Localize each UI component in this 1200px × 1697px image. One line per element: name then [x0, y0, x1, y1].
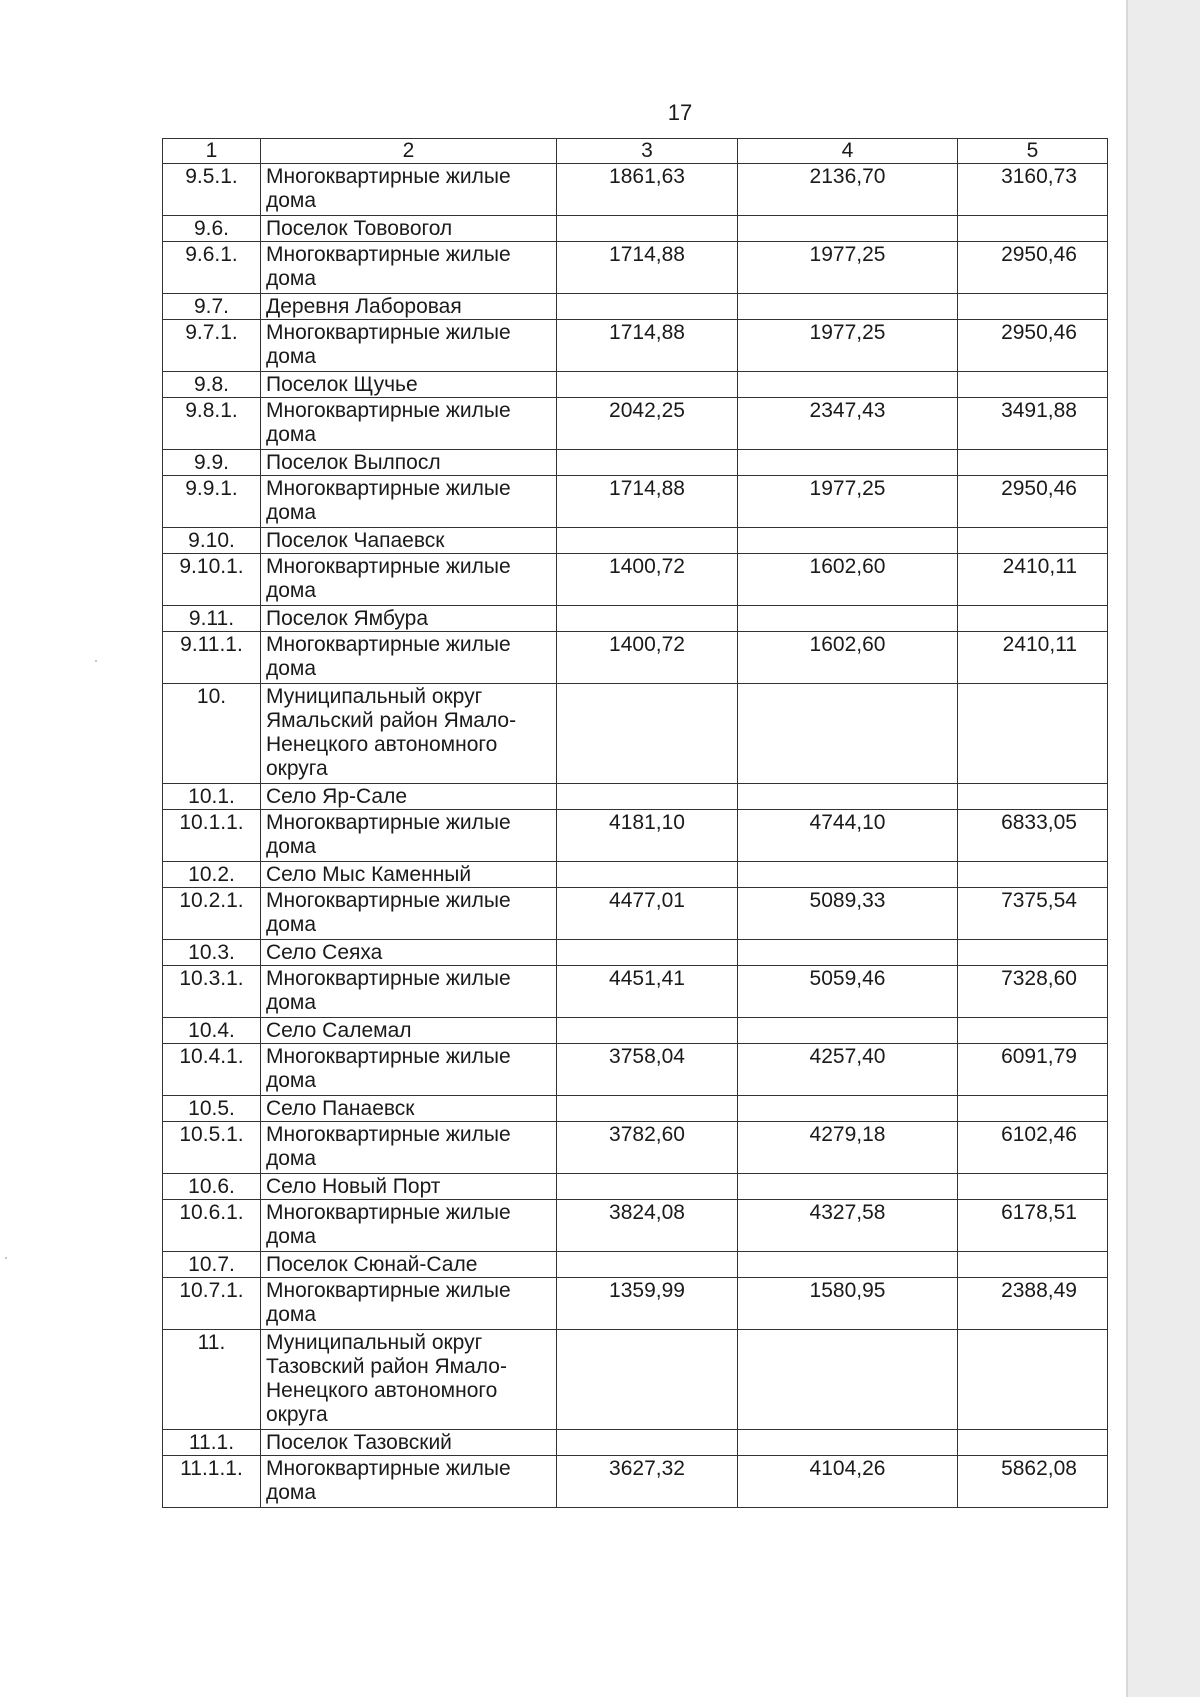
row-value-col3-cell: 1714,88	[557, 242, 738, 294]
row-value-col3-cell	[557, 940, 738, 966]
row-number-cell: 9.5.1.	[163, 164, 261, 216]
row-value-col5-cell: 2388,49	[958, 1278, 1108, 1330]
column-header-1: 1	[163, 139, 261, 164]
row-value-col3-cell	[557, 1018, 738, 1044]
row-number-cell: 10.6.1.	[163, 1200, 261, 1252]
row-number-cell: 10.	[163, 684, 261, 784]
row-name-cell: Поселок Тововогол	[261, 216, 557, 242]
row-value-col4-cell: 4257,40	[738, 1044, 958, 1096]
row-number-cell: 9.10.	[163, 528, 261, 554]
row-value-col4-cell: 5089,33	[738, 888, 958, 940]
row-value-col5-cell	[958, 528, 1108, 554]
table-row	[163, 554, 1108, 606]
table-row	[163, 320, 1108, 372]
row-value-col4-cell: 1977,25	[738, 476, 958, 528]
row-name-cell: Поселок Сюнай-Сале	[261, 1252, 557, 1278]
row-value-col3-cell: 3627,32	[557, 1456, 738, 1508]
column-header-4: 4	[738, 139, 958, 164]
row-name-cell: Деревня Лаборовая	[261, 294, 557, 320]
row-value-col4-cell	[738, 862, 958, 888]
row-number-cell: 9.6.1.	[163, 242, 261, 294]
row-value-col3-cell: 3758,04	[557, 1044, 738, 1096]
row-value-col5-cell: 2950,46	[958, 320, 1108, 372]
row-number-cell: 10.4.1.	[163, 1044, 261, 1096]
scan-speck	[95, 660, 97, 662]
row-value-col3-cell: 4181,10	[557, 810, 738, 862]
row-value-col4-cell: 2347,43	[738, 398, 958, 450]
row-value-col4-cell: 4104,26	[738, 1456, 958, 1508]
row-name-cell: Многоквартирные жилые дома	[261, 398, 557, 450]
row-name-cell: Поселок Ямбура	[261, 606, 557, 632]
row-number-cell: 9.11.	[163, 606, 261, 632]
row-name-cell: Многоквартирные жилые дома	[261, 554, 557, 606]
row-value-col4-cell	[738, 294, 958, 320]
row-number-cell: 11.1.1.	[163, 1456, 261, 1508]
row-name-cell: Многоквартирные жилые дома	[261, 320, 557, 372]
row-value-col3-cell	[557, 294, 738, 320]
row-value-col5-cell: 6178,51	[958, 1200, 1108, 1252]
row-value-col5-cell	[958, 1018, 1108, 1044]
row-value-col4-cell	[738, 1252, 958, 1278]
row-value-col4-cell	[738, 1330, 958, 1430]
row-name-cell: Село Мыс Каменный	[261, 862, 557, 888]
row-value-col3-cell	[557, 784, 738, 810]
row-value-col4-cell: 1977,25	[738, 242, 958, 294]
row-value-col4-cell: 4744,10	[738, 810, 958, 862]
row-number-cell: 9.8.	[163, 372, 261, 398]
row-value-col5-cell: 6833,05	[958, 810, 1108, 862]
row-number-cell: 10.5.1.	[163, 1122, 261, 1174]
row-name-cell: Муниципальный округ Ямальский район Ямало-Ненецкого автономного округа	[261, 684, 557, 784]
row-value-col3-cell: 4477,01	[557, 888, 738, 940]
row-value-col3-cell: 1359,99	[557, 1278, 738, 1330]
scan-speck	[5, 1257, 7, 1259]
table-header-row	[163, 139, 1108, 164]
row-value-col5-cell: 6102,46	[958, 1122, 1108, 1174]
row-value-col4-cell	[738, 1096, 958, 1122]
row-value-col3-cell	[557, 1252, 738, 1278]
row-value-col3-cell	[557, 450, 738, 476]
table-row	[163, 862, 1108, 888]
row-value-col4-cell: 1977,25	[738, 320, 958, 372]
row-value-col5-cell	[958, 940, 1108, 966]
row-number-cell: 9.7.	[163, 294, 261, 320]
row-value-col4-cell	[738, 1018, 958, 1044]
row-number-cell: 10.1.	[163, 784, 261, 810]
row-value-col5-cell: 2950,46	[958, 476, 1108, 528]
row-name-cell: Село Яр-Сале	[261, 784, 557, 810]
row-number-cell: 9.10.1.	[163, 554, 261, 606]
row-value-col4-cell	[738, 606, 958, 632]
row-value-col4-cell	[738, 1174, 958, 1200]
row-name-cell: Муниципальный округ Тазовский район Ямало-Ненецкого автономного округа	[261, 1330, 557, 1430]
row-value-col4-cell: 1602,60	[738, 554, 958, 606]
row-value-col5-cell	[958, 1252, 1108, 1278]
table-row	[163, 372, 1108, 398]
row-value-col5-cell	[958, 372, 1108, 398]
row-value-col5-cell: 3491,88	[958, 398, 1108, 450]
row-name-cell: Многоквартирные жилые дома	[261, 1278, 557, 1330]
row-name-cell: Село Новый Порт	[261, 1174, 557, 1200]
row-name-cell: Многоквартирные жилые дома	[261, 476, 557, 528]
row-name-cell: Поселок Чапаевск	[261, 528, 557, 554]
table-row	[163, 1174, 1108, 1200]
row-value-col4-cell: 5059,46	[738, 966, 958, 1018]
row-value-col3-cell	[557, 528, 738, 554]
table-row	[163, 606, 1108, 632]
column-header-3: 3	[557, 139, 738, 164]
row-number-cell: 10.7.1.	[163, 1278, 261, 1330]
row-value-col5-cell	[958, 606, 1108, 632]
row-value-col5-cell	[958, 450, 1108, 476]
row-name-cell: Многоквартирные жилые дома	[261, 1044, 557, 1096]
table-row	[163, 1278, 1108, 1330]
row-value-col5-cell: 6091,79	[958, 1044, 1108, 1096]
row-name-cell: Поселок Вылпосл	[261, 450, 557, 476]
scan-edge-margin	[1128, 0, 1200, 1697]
row-value-col3-cell	[557, 606, 738, 632]
row-number-cell: 9.7.1.	[163, 320, 261, 372]
row-value-col3-cell: 3824,08	[557, 1200, 738, 1252]
row-value-col5-cell: 2410,11	[958, 554, 1108, 606]
row-value-col4-cell	[738, 784, 958, 810]
row-value-col5-cell: 2410,11	[958, 632, 1108, 684]
row-name-cell: Село Панаевск	[261, 1096, 557, 1122]
row-value-col3-cell	[557, 1096, 738, 1122]
row-name-cell: Многоквартирные жилые дома	[261, 1456, 557, 1508]
row-value-col5-cell	[958, 294, 1108, 320]
row-value-col4-cell: 2136,70	[738, 164, 958, 216]
row-name-cell: Многоквартирные жилые дома	[261, 164, 557, 216]
row-number-cell: 10.3.1.	[163, 966, 261, 1018]
table-row	[163, 1122, 1108, 1174]
table-container	[162, 138, 1107, 1508]
row-number-cell: 10.6.	[163, 1174, 261, 1200]
table-row	[163, 1018, 1108, 1044]
row-value-col3-cell: 2042,25	[557, 398, 738, 450]
row-number-cell: 10.5.	[163, 1096, 261, 1122]
row-value-col3-cell	[557, 684, 738, 784]
table-row	[163, 1044, 1108, 1096]
row-value-col5-cell	[958, 1174, 1108, 1200]
row-number-cell: 11.1.	[163, 1430, 261, 1456]
row-number-cell: 9.9.	[163, 450, 261, 476]
table-row	[163, 1252, 1108, 1278]
table-row	[163, 164, 1108, 216]
row-value-col3-cell: 4451,41	[557, 966, 738, 1018]
table-row	[163, 966, 1108, 1018]
row-value-col3-cell	[557, 1330, 738, 1430]
table-row	[163, 1330, 1108, 1430]
row-name-cell: Село Салемал	[261, 1018, 557, 1044]
row-value-col4-cell	[738, 684, 958, 784]
row-number-cell: 10.7.	[163, 1252, 261, 1278]
row-value-col3-cell: 1400,72	[557, 554, 738, 606]
row-value-col4-cell: 4327,58	[738, 1200, 958, 1252]
row-value-col3-cell	[557, 862, 738, 888]
column-header-2: 2	[261, 139, 557, 164]
row-value-col4-cell	[738, 372, 958, 398]
row-number-cell: 9.6.	[163, 216, 261, 242]
row-value-col4-cell: 4279,18	[738, 1122, 958, 1174]
row-number-cell: 9.11.1.	[163, 632, 261, 684]
table-row	[163, 632, 1108, 684]
row-value-col3-cell	[557, 372, 738, 398]
row-value-col3-cell: 1714,88	[557, 476, 738, 528]
table-row	[163, 888, 1108, 940]
row-value-col5-cell	[958, 1096, 1108, 1122]
row-name-cell: Поселок Щучье	[261, 372, 557, 398]
table-row	[163, 1456, 1108, 1508]
row-number-cell: 11.	[163, 1330, 261, 1430]
row-value-col4-cell: 1602,60	[738, 632, 958, 684]
row-value-col5-cell: 7375,54	[958, 888, 1108, 940]
row-value-col3-cell: 1861,63	[557, 164, 738, 216]
row-name-cell: Многоквартирные жилые дома	[261, 242, 557, 294]
row-value-col5-cell: 2950,46	[958, 242, 1108, 294]
row-number-cell: 10.1.1.	[163, 810, 261, 862]
table-row	[163, 784, 1108, 810]
row-name-cell: Многоквартирные жилые дома	[261, 632, 557, 684]
row-value-col3-cell	[557, 216, 738, 242]
row-number-cell: 10.2.1.	[163, 888, 261, 940]
row-value-col4-cell	[738, 940, 958, 966]
row-value-col5-cell: 7328,60	[958, 966, 1108, 1018]
row-value-col3-cell: 3782,60	[557, 1122, 738, 1174]
table-row	[163, 528, 1108, 554]
row-number-cell: 9.9.1.	[163, 476, 261, 528]
table-row	[163, 294, 1108, 320]
table-row	[163, 242, 1108, 294]
row-value-col4-cell	[738, 450, 958, 476]
row-value-col4-cell	[738, 216, 958, 242]
table-row	[163, 940, 1108, 966]
row-value-col5-cell: 3160,73	[958, 164, 1108, 216]
data-table	[162, 138, 1108, 1508]
table-row	[163, 1430, 1108, 1456]
row-value-col4-cell	[738, 1430, 958, 1456]
table-row	[163, 476, 1108, 528]
row-number-cell: 10.2.	[163, 862, 261, 888]
row-value-col4-cell	[738, 528, 958, 554]
row-number-cell: 10.4.	[163, 1018, 261, 1044]
column-header-5: 5	[958, 139, 1108, 164]
row-name-cell: Поселок Тазовский	[261, 1430, 557, 1456]
row-name-cell: Многоквартирные жилые дома	[261, 810, 557, 862]
row-number-cell: 10.3.	[163, 940, 261, 966]
row-value-col3-cell	[557, 1174, 738, 1200]
table-row	[163, 450, 1108, 476]
row-value-col5-cell	[958, 216, 1108, 242]
table-row	[163, 810, 1108, 862]
row-name-cell: Многоквартирные жилые дома	[261, 888, 557, 940]
row-value-col5-cell: 5862,08	[958, 1456, 1108, 1508]
table-row	[163, 1096, 1108, 1122]
row-name-cell: Многоквартирные жилые дома	[261, 1122, 557, 1174]
row-name-cell: Многоквартирные жилые дома	[261, 966, 557, 1018]
row-name-cell: Многоквартирные жилые дома	[261, 1200, 557, 1252]
row-number-cell: 9.8.1.	[163, 398, 261, 450]
row-name-cell: Село Сеяха	[261, 940, 557, 966]
row-value-col5-cell	[958, 784, 1108, 810]
row-value-col4-cell: 1580,95	[738, 1278, 958, 1330]
row-value-col3-cell	[557, 1430, 738, 1456]
table-row	[163, 684, 1108, 784]
table-row	[163, 216, 1108, 242]
row-value-col5-cell	[958, 1330, 1108, 1430]
table-row	[163, 398, 1108, 450]
row-value-col5-cell	[958, 1430, 1108, 1456]
row-value-col5-cell	[958, 862, 1108, 888]
row-value-col3-cell: 1400,72	[557, 632, 738, 684]
table-row	[163, 1200, 1108, 1252]
page-number: 17	[667, 100, 693, 125]
row-value-col5-cell	[958, 684, 1108, 784]
row-value-col3-cell: 1714,88	[557, 320, 738, 372]
